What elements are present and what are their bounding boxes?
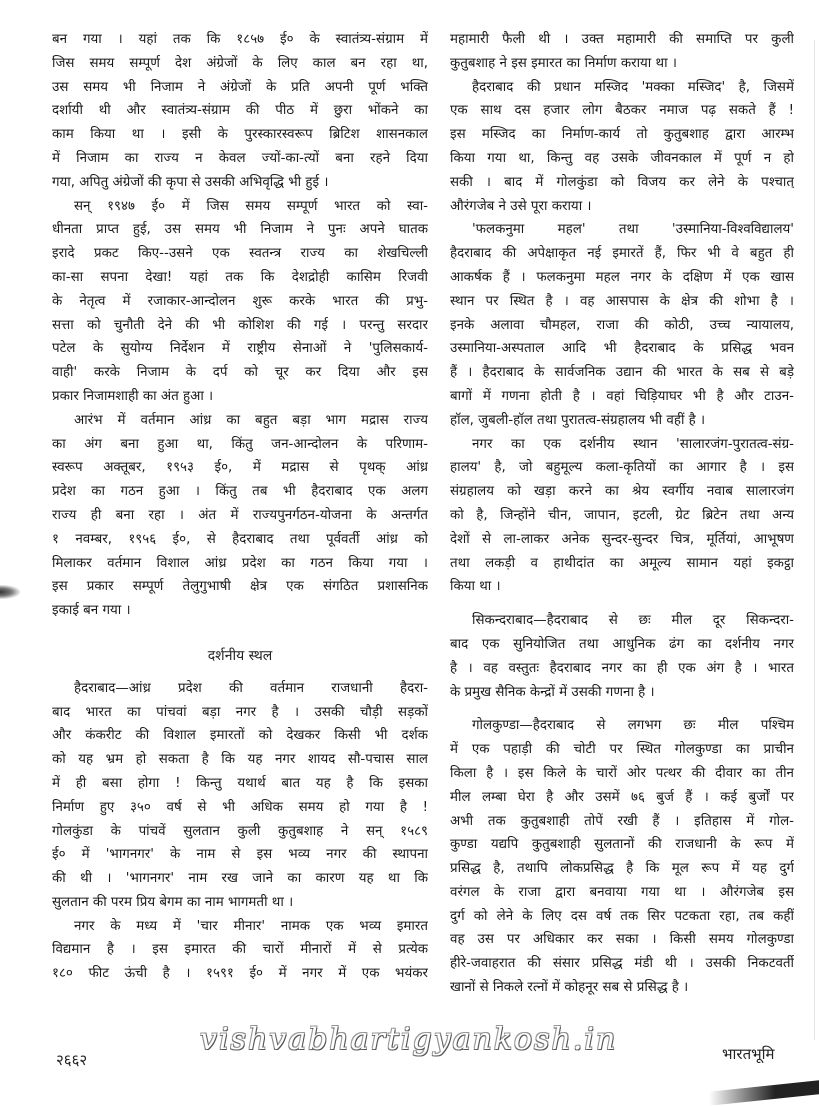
text-line: विद्यमान है । इस इमारत की चारों मीनारों में से प्रत्येक: [52, 942, 428, 958]
paragraph: [52, 677, 428, 915]
text-line: खानों से निकले रत्नों में कोहनूर सब से प्रसिद्ध है ।: [450, 980, 689, 996]
text-line: औरंगजेब ने उसे पूरा कराया ।: [450, 198, 592, 214]
text-line: गोलकुण्डा—हैदराबाद से लगभग छः मील पश्चिम: [472, 718, 794, 734]
text-line: सिकन्दराबाद—हैदराबाद से छः मील दूर सिकन्दरा-: [472, 613, 794, 629]
text-line: प्रदेश का गठन हुआ । किंतु तब भी हैदराबाद एक अलग: [52, 484, 428, 500]
text-line: इनके अलावा चौमहल, राजा की कोठी, उच्च न्यायालय,: [450, 317, 794, 333]
paragraph: [450, 218, 794, 432]
text-line: इस मस्जिद का निर्माण-कार्य तो कुतुबशाह द्वारा आरम्भ: [450, 127, 794, 143]
paragraph-gap: [450, 704, 794, 714]
paragraph: [450, 609, 794, 704]
text-line: को है, जिन्होंने चीन, जापान, इटली, ग्रेट ब्रिटेन तथा अन्य: [450, 507, 794, 523]
paragraph: [52, 915, 428, 986]
text-line: मिलाकर वर्तमान विशाल आंध्र प्रदेश का गठन किया गया ।: [52, 555, 428, 571]
page-edge-shadow: [814, 40, 815, 1040]
text-line: कुतुबशाह ने इस इमारत का निर्माण कराया था ।: [450, 55, 677, 71]
text-line: स्थान पर स्थित है । वह आसपास के क्षेत्र की शोभा है ।: [450, 293, 794, 309]
text-line: हॉल, जुबली-हॉल तथा पुरातत्व-संग्रहालय भी वहीं है ।: [450, 412, 706, 428]
text-line: स्वरूप अक्तूबर, १९५३ ई०, में मद्रास से पृथक् आंध्र: [52, 460, 428, 476]
text-line: महामारी फैली थी । उक्त महामारी की समाप्ति पर कुली: [450, 32, 794, 47]
text-line: वरंगल के राजा द्वारा बनवाया गया था । औरंगजेब इस: [450, 884, 794, 900]
text-line: सुलतान की परम प्रिय बेगम का नाम भागमती था ।: [52, 894, 294, 910]
text-line: हालय' है, जो बहुमूल्य कला-कृतियों का आगार है । इस: [450, 460, 794, 476]
text-line: दुर्ग को लेने के लिए दस वर्ष तक सिर पटकता रहा, तब कहीं: [450, 908, 794, 924]
text-line: तथा लकड़ी व हाथीदांत का अमूल्य सामान यहां इकट्ठा: [450, 555, 794, 571]
text-line: हैदराबाद—आंध्र प्रदेश की वर्तमान राजधानी हैदरा-: [74, 680, 428, 696]
left-column: [52, 28, 428, 986]
text-line: उस समय भी निजाम ने अंग्रेजों के प्रति अपनी पूर्ण भक्ति: [52, 79, 428, 95]
text-line: आरंभ में वर्तमान आंध्र का बहुत बड़ा भाग मद्रास राज्य: [74, 412, 428, 428]
text-line: के प्रमुख सैनिक केन्द्रों में उसकी गणना है ।: [450, 684, 655, 700]
text-line: नगर के मध्य में 'चार मीनार' नामक एक भव्य इमारत: [74, 918, 428, 934]
text-line: नगर का एक दर्शनीय स्थान 'सालारजंग-पुरातत्व-संग्र-: [472, 436, 794, 452]
paragraph: [450, 714, 794, 1000]
text-line: की थी । 'भागनगर' नाम रख जाने का कारण यह था कि: [52, 871, 428, 887]
text-line: पटेल के सुयोग्य निर्देशन में राष्ट्रीय सेनाओं ने 'पुलिसकार्य-: [52, 341, 428, 357]
text-line: किया गया था, किन्तु वह उसके जीवनकाल में पूर्ण न हो: [450, 150, 794, 166]
text-line: हैदराबाद की प्रधान मस्जिद 'मक्का मस्जिद' है, जिसमें: [472, 79, 794, 95]
text-line: के नेतृत्व में रजाकार-आन्दोलन शुरू करके भारत की प्रभु-: [52, 293, 428, 309]
text-line: १ नवम्बर, १९५६ ई०, से हैदराबाद तथा पूर्ववर्ती आंध्र को: [52, 531, 428, 547]
text-line: वह उस पर अधिकार कर सका । किसी समय गोलकुण्डा: [450, 932, 794, 948]
text-line: आकर्षक हैं । फलकनुमा महल नगर के दक्षिण में एक खास: [450, 269, 794, 285]
scan-artifact-corner: [709, 1080, 819, 1106]
text-line: प्रसिद्ध है, तथापि लोकप्रसिद्ध है कि मूल रूप में यह दुर्ग: [450, 861, 794, 877]
text-line: सकी । बाद में गोलकुंडा को विजय कर लेने के पश्चात्: [450, 174, 794, 190]
text-line: हैं । हैदराबाद के सार्वजनिक उद्यान की भारत के सब से बड़े: [450, 365, 794, 381]
text-line: सन् १९४७ ई० में जिस समय सम्पूर्ण भारत को स्वा-: [74, 198, 428, 214]
text-line: सत्ता को चुनौती देने की भी कोशिश की गई । परन्तु सरदार: [52, 317, 428, 333]
text-line: अभी तक कुतुबशाही तोपें रखी हैं । इतिहास में गोल-: [450, 813, 794, 829]
text-line: प्रकार निजामशाही का अंत हुआ ।: [52, 388, 214, 404]
text-line: बागों में गणना होती है । वहां चिड़ियाघर भी है और टाउन-: [450, 388, 794, 404]
paragraph: [52, 28, 428, 195]
text-line: में निजाम का राज्य न केवल ज्यों-का-त्यों बना रहने दिया: [52, 150, 428, 166]
text-line: उस्मानिया-अस्पताल आदि भी हैदराबाद के प्रसिद्ध भवन: [450, 341, 794, 357]
text-line: धीनता प्राप्त हुई, उस समय भी निजाम ने पुनः अपने घातक: [52, 222, 428, 238]
section-heading: दर्शनीय स्थल: [207, 647, 273, 664]
text-line: मील लम्बा घेरा है और उसमें ७६ बुर्ज हैं । कई बुर्जों पर: [450, 789, 794, 805]
text-line: संग्रहालय को खड़ा करने का श्रेय स्वर्गीय नवाब सालारजंग: [450, 484, 794, 500]
paragraph: [52, 195, 428, 409]
paragraph: [450, 28, 794, 76]
text-line: राज्य ही बना रहा । अंत में राज्यपुनर्गठन-योजना के अन्तर्गत: [52, 507, 428, 523]
text-line: देशों से ला-लाकर अनेक सुन्दर-सुन्दर चित्र, मूर्तियां, आभूषण: [450, 531, 794, 547]
text-line: का-सा सपना देखा! यहां तक कि देशद्रोही कासिम रिजवी: [52, 269, 428, 285]
text-line: हैदराबाद की अपेक्षाकृत नई इमारतें हैं, फिर भी वे बहुत ही: [450, 246, 794, 262]
text-line: निर्माण हुए ३५० वर्ष से भी अधिक समय हो गया है !: [52, 799, 428, 815]
text-line: वाही' करके निजाम के दर्प को चूर कर दिया और इस: [52, 365, 428, 381]
text-line: का अंग बना हुआ था, किंतु जन-आन्दोलन के परिणाम-: [52, 436, 428, 452]
watermark-text: vishvabhartigyankosh.in: [200, 1022, 618, 1057]
text-line: में ही बसा होगा ! किन्तु यथार्थ बात यह है कि इसका: [52, 775, 428, 791]
text-line: इकाई बन गया ।: [52, 603, 131, 619]
scan-artifact-left: [0, 585, 20, 599]
running-footer: भारतभूमि: [722, 1045, 775, 1063]
text-line: किला है । इस किले के चारों ओर पत्थर की दीवार का तीन: [450, 765, 794, 781]
text-line: गया, अपितु अंग्रेजों की कृपा से उसकी अभिवृद्धि भी हुई ।: [52, 174, 329, 190]
text-line: बन गया । यहां तक कि १८५७ ई० के स्वातंत्र्य-संग्राम में: [52, 32, 428, 47]
text-line: बाद भारत का पांचवां बड़ा नगर है । उसकी चौड़ी सड़कों: [52, 704, 428, 720]
right-column: [450, 28, 794, 1000]
text-line: में एक पहाड़ी की चोटी पर स्थित गोलकुण्डा का प्राचीन: [450, 742, 794, 758]
text-line: एक साथ दस हजार लोग बैठकर नमाज पढ़ सकते हैं !: [450, 103, 794, 119]
text-line: इस प्रकार सम्पूर्ण तेलुगुभाषी क्षेत्र एक संगठित प्रशासनिक: [52, 579, 428, 595]
paragraph-gap: [450, 599, 794, 609]
text-line: को यह भ्रम हो सकता है कि यह नगर शायद सौ-पचास साल: [52, 752, 428, 768]
page-number: २६६२: [56, 1051, 88, 1069]
paragraph: [450, 76, 794, 219]
paragraph: [52, 409, 428, 623]
text-line: १८० फीट ऊंची है । १५९१ ई० में नगर में एक भयंकर: [52, 966, 428, 982]
text-line: किया था ।: [450, 579, 501, 595]
paragraph: [450, 433, 794, 600]
text-line: है । वह वस्तुतः हैदराबाद नगर का ही एक अंग है । भारत: [450, 660, 794, 676]
text-line: गोलकुंडा के पांचवें सुलतान कुली कुतुबशाह ने सन् १५८९: [52, 823, 428, 839]
text-line: बाद एक सुनियोजित तथा आधुनिक ढंग का दर्शनीय नगर: [450, 636, 794, 652]
text-line: और कंकरीट की विशाल इमारतों को देखकर किसी भी दर्शक: [52, 728, 428, 744]
text-line: दर्शायी थी और स्वातंत्र्य-संग्राम की पीठ में छुरा भोंकने का: [52, 103, 428, 119]
text-line: 'फलकनुमा महल' तथा 'उस्मानिया-विश्वविद्यालय': [472, 222, 794, 238]
text-line: जिस समय सम्पूर्ण देश अंग्रेजों के लिए काल बन रहा था,: [52, 55, 428, 71]
text-line: ई० में 'भागनगर' के नाम से इस भव्य नगर की स्थापना: [52, 847, 428, 863]
text-line: इरादे प्रकट किए--उसने एक स्वतन्त्र राज्य का शेखचिल्ली: [52, 246, 428, 262]
text-line: काम किया था । इसी के पुरस्कारस्वरूप ब्रिटिश शासनकाल: [52, 127, 428, 143]
text-line: कुण्डा यद्यपि कुतुबशाही सुलतानों की राजधानी के रूप में: [450, 837, 794, 853]
text-line: हीरे-जवाहरात की संसार प्रसिद्ध मंडी थी । उसकी निकटवर्ती: [450, 956, 794, 972]
